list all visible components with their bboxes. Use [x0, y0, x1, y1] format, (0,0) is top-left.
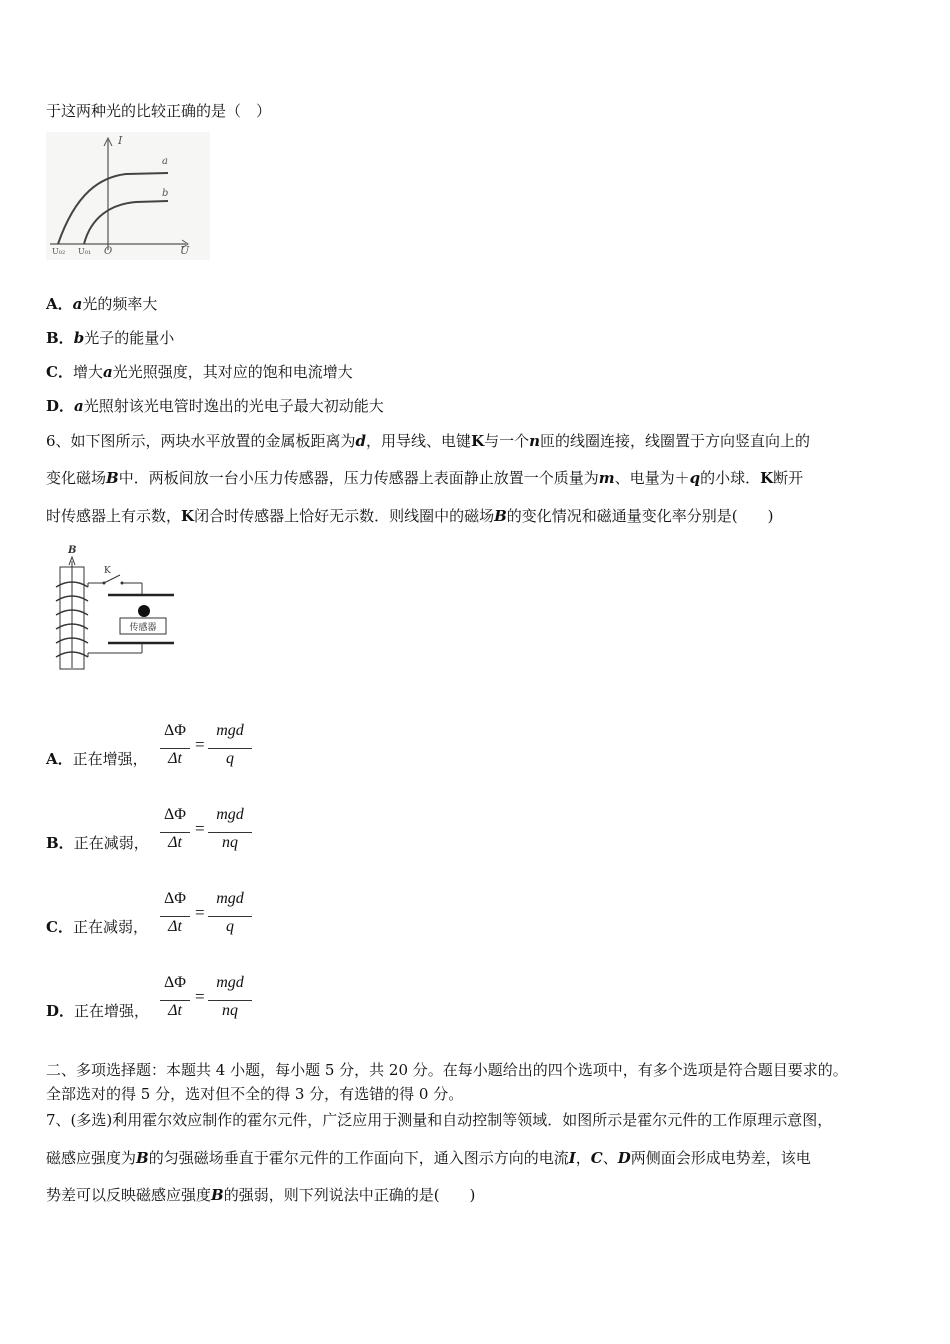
q6-option-a-formula: ΔΦ Δt = mgd q	[158, 722, 258, 774]
q7-stem-line1: 7、(多选)利用霍尔效应制作的霍尔元件，广泛应用于测量和自动控制等领域．如图所示是霍尔元件的工作原理示意图，	[46, 1111, 833, 1129]
q6-option-a: A．正在增强，	[46, 750, 148, 768]
origin-label: O	[104, 246, 113, 257]
charged-ball	[138, 605, 150, 617]
q6-option-c: C．正在减弱，	[46, 918, 148, 936]
section2-line2: 全部选对的得 5 分，选对但不全的得 3 分，有选错的得 0 分。	[46, 1085, 464, 1103]
q6-stem-line1: 6、如下图所示，两块水平放置的金属板距离为d，用导线、电键K与一个n匝的线圈连接，线圈置于方向竖直向上的	[46, 432, 811, 450]
b-label: B	[68, 545, 77, 556]
q6-option-b: B．正在减弱，	[46, 834, 149, 852]
q6-option-d: D．正在增强，	[46, 1002, 150, 1020]
k-label: K	[104, 566, 111, 576]
q6-option-c-formula: ΔΦ Δt = mgd q	[158, 890, 258, 942]
coil-circuit-figure	[42, 543, 182, 673]
q5-option-a: A．a光的频率大	[46, 295, 158, 313]
q5-option-d: D．a光照射该光电管时逸出的光电子最大初动能大	[46, 397, 384, 415]
photocurrent-graph	[46, 132, 210, 260]
switch-k	[104, 575, 120, 583]
q5-option-b: B．b光子的能量小	[46, 329, 175, 347]
x-label: U	[180, 244, 190, 257]
q6-option-d-formula: ΔΦ Δt = mgd nq	[158, 974, 258, 1026]
q7-stem-line2: 磁感应强度为B的匀强磁场垂直于霍尔元件的工作面向下，通入图示方向的电流I，C、D两侧面会形成电势差，该电	[46, 1149, 811, 1167]
curve-a-label: a	[162, 156, 168, 167]
q5-option-c: C．增大a光光照强度，其对应的饱和电流增大	[46, 363, 353, 381]
sensor-label: 传感器	[129, 623, 157, 633]
uc1-label: U₀₁	[78, 247, 92, 256]
q6-stem-line2: 变化磁场B中．两板间放一台小压力传感器，压力传感器上表面静止放置一个质量为m、电量为＋q的小球．K断开	[46, 469, 804, 487]
section2-line1: 二、多项选择题：本题共 4 小题，每小题 5 分，共 20 分。在每小题给出的四个选项中，有多个选项是符合题目要求的。	[46, 1061, 848, 1079]
curve-b-label: b	[162, 188, 169, 199]
q6-option-b-formula: ΔΦ Δt = mgd nq	[158, 806, 258, 858]
q5-stem-tail: 于这两种光的比较正确的是（ ）	[46, 102, 272, 120]
q7-stem-line3: 势差可以反映磁感应强度B的强弱，则下列说法中正确的是( )	[46, 1186, 476, 1204]
q6-stem-line3: 时传感器上有示数，K闭合时传感器上恰好无示数．则线圈中的磁场B的变化情况和磁通量变化率分别是( )	[46, 507, 774, 525]
y-label: I	[118, 134, 123, 147]
uc2-label: U₀₂	[52, 247, 66, 256]
